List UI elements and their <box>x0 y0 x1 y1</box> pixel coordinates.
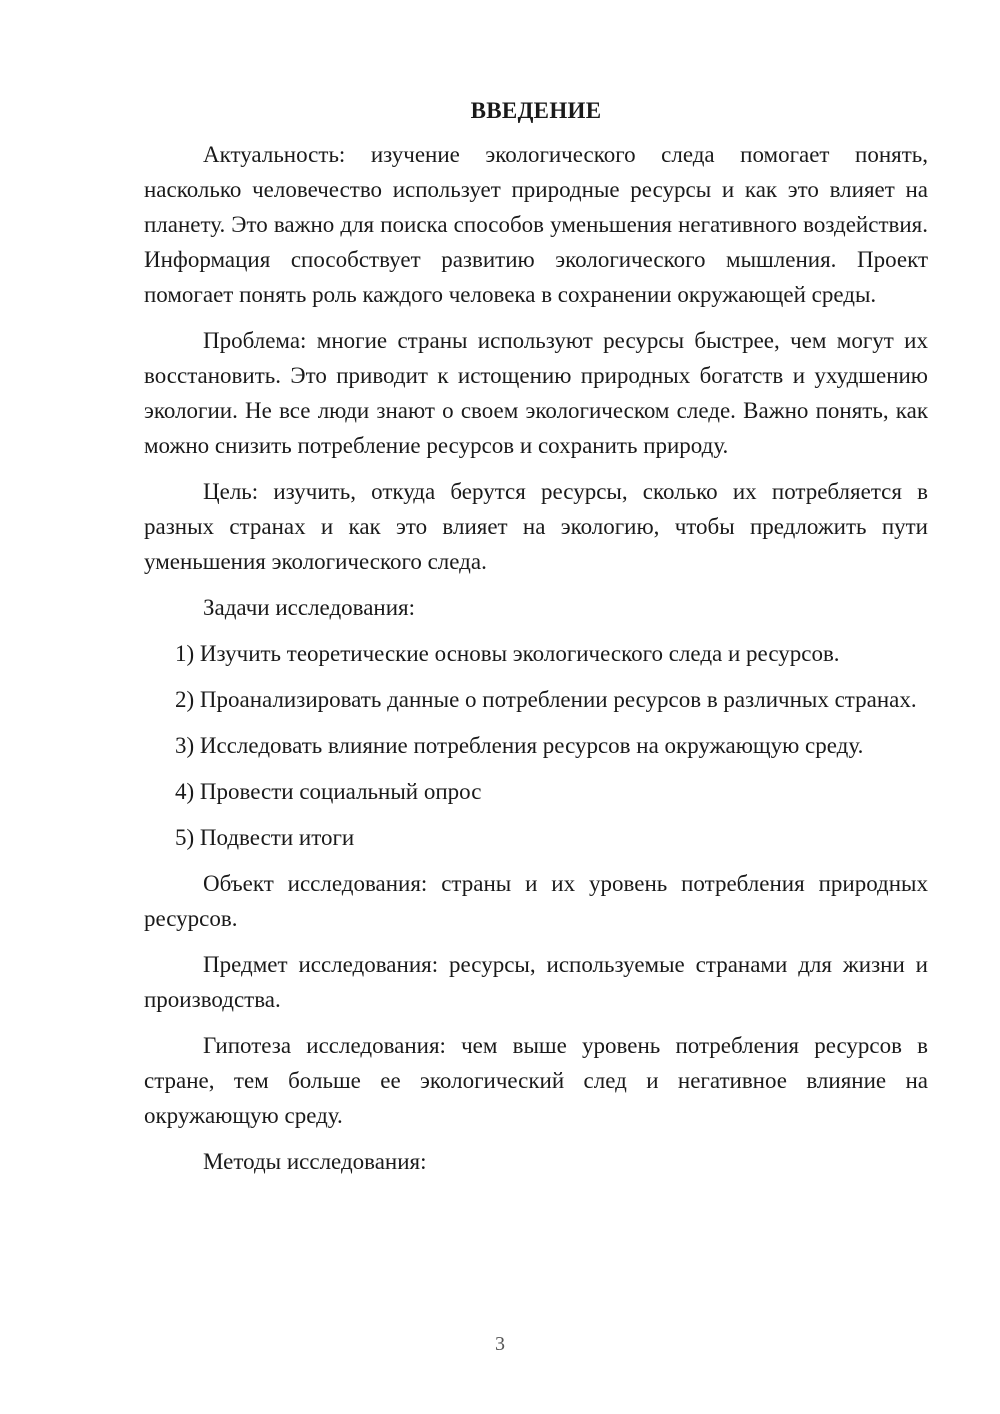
task-item: 1) Изучить теоретические основы экологического следа и ресурсов. <box>175 641 840 666</box>
task-item: 3) Исследовать влияние потребления ресурсов на окружающую среду. <box>175 733 864 758</box>
hypothesis-paragraph: Гипотеза исследования: чем выше уровень потребления ресурсов в стране, тем больше ее экологический след и негативное влияние на окружающую среду. <box>144 1033 928 1128</box>
methods-title: Методы исследования: <box>203 1149 427 1174</box>
tasks-title: Задачи исследования: <box>203 595 416 620</box>
page-heading: ВВЕДЕНИЕ <box>470 98 602 123</box>
page-number: 3 <box>495 1333 505 1355</box>
relevance-paragraph: Актуальность: изучение экологического следа помогает понять, насколько человечество использует природные ресурсы и как это влияет на планету. Это важно для поиска способов уменьшения негативного воздействия. Информация способствует развитию экологического мышления. Проект помогает понять роль каждого человека в сохранении окружающей среды. <box>144 142 928 307</box>
task-item: 4) Провести социальный опрос <box>175 779 482 804</box>
subject-paragraph: Предмет исследования: ресурсы, используемые странами для жизни и производства. <box>144 952 928 1012</box>
goal-paragraph: Цель: изучить, откуда берутся ресурсы, сколько их потребляется в разных странах и как это влияет на экологию, чтобы предложить пути уменьшения экологического следа. <box>144 479 928 574</box>
task-item: 2) Проанализировать данные о потреблении ресурсов в различных странах. <box>175 687 917 712</box>
task-item: 5) Подвести итоги <box>175 825 355 850</box>
object-paragraph: Объект исследования: страны и их уровень потребления природных ресурсов. <box>144 871 928 931</box>
problem-paragraph: Проблема: многие страны используют ресурсы быстрее, чем могут их восстановить. Это приводит к истощению природных богатств и ухудшению экологии. Не все люди знают о своем экологическом следе. Важно понять, как можно снизить потребление ресурсов и сохранить природу. <box>144 328 928 458</box>
